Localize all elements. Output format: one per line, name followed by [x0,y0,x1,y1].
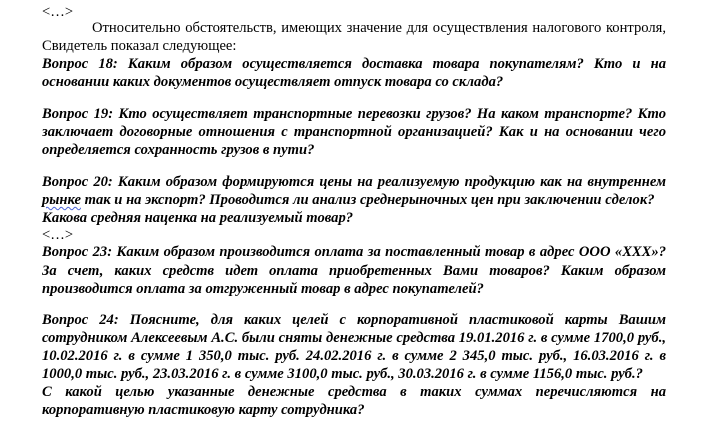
question-20-line-2 [42,191,666,209]
question-24-line-5: С какой целью указанные денежные средства в таких суммах перечисляются на [42,384,666,400]
question-20-line-3: Какова средняя наценка на реализуемый товар? [42,210,354,226]
question-23-line-3: производится оплата за отгруженный товар в адрес покупателей? [42,281,484,297]
question-20-line-1: Вопрос 20: Каким образом формируются цены на реализуемую продукцию как на внутреннем [42,174,666,190]
ellipsis-marker-top: <…> [42,4,74,20]
intro-line-1: Относительно обстоятельств, имеющих значение для осуществления налогового контроля, [92,20,666,36]
ellipsis-marker-mid: <…> [42,227,74,243]
question-24-line-6: корпоративную пластиковую карту сотрудника? [42,402,365,418]
question-24-line-1: Вопрос 24: Поясните, для каких целей с корпоративной пластиковой карты Вашим [42,312,666,328]
question-18-line-1: Вопрос 18: Каким образом осуществляется доставка товара покупателям? Кто и на [42,56,666,72]
question-19-line-1: Вопрос 19: Кто осуществляет транспортные перевозки грузов? На каком транспорте? Кто [42,106,666,122]
question-19-line-3: определяется сохранность грузов в пути? [42,142,315,158]
question-23-line-1: Вопрос 23: Каким образом производится оплата за поставленный товар в адрес ООО «ХХХ»? [42,244,666,260]
question-20-line-2-rest: так и на экспорт? Проводится ли анализ среднерыночных цен при заключении сделок? [80,192,655,208]
spellcheck-marked-word: рынке [42,192,81,208]
question-23-line-2: За счет, каких средств идет оплата приобретенных Вами товаров? Каким образом [42,263,666,279]
question-24-line-3: 10.02.2016 г. в сумме 1 350,0 тыс. руб. 24.02.2016 г. в сумме 2 345,0 тыс. руб., 16.03.2016 г. в [42,348,666,364]
question-24-line-4: 1000,0 тыс. руб., 23.03.2016 г. в сумме 3100,0 тыс. руб., 30.03.2016 г. в сумме 1156,0 тыс. руб.? [42,366,643,382]
question-24-line-2: сотрудником Алексеевым А.С. были сняты денежные средства 19.01.2016 г. в сумме 1700,0 руб., [42,330,666,346]
question-19-line-2: заключает договорные отношения с транспортной организацией? Как и на основании чего [42,124,666,140]
question-18-line-2: основании каких документов осуществляет отпуск товара со склада? [42,74,504,90]
intro-line-2: Свидетель показал следующее: [42,38,237,54]
